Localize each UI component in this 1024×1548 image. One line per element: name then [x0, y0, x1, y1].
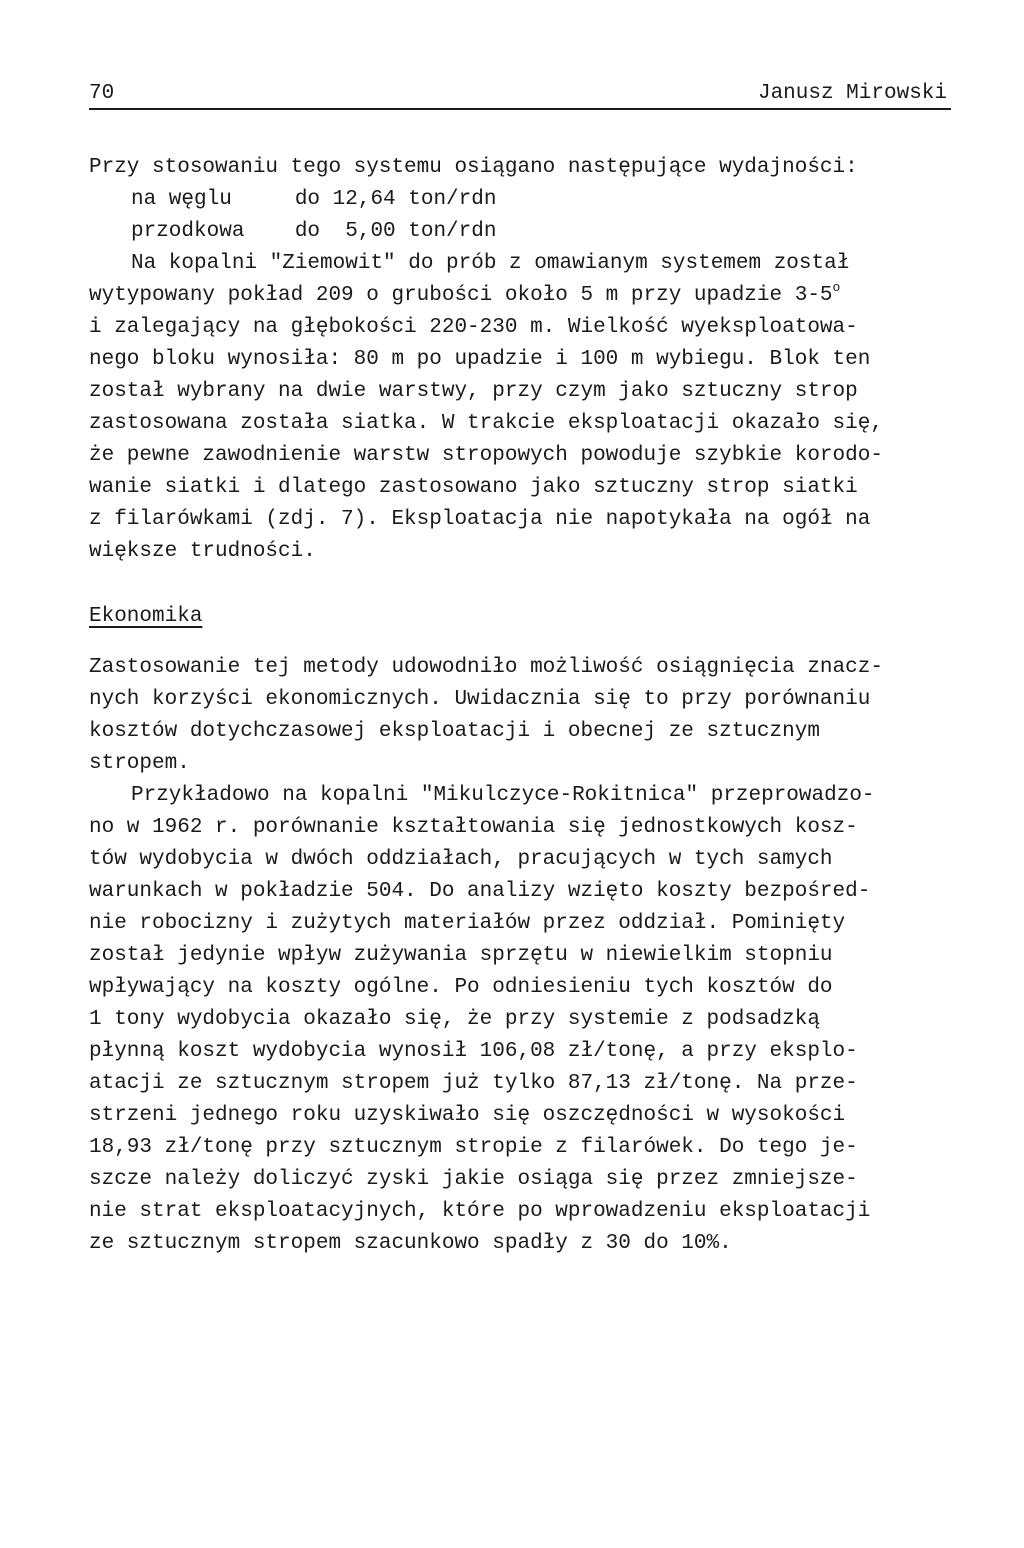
section-heading: Ekonomika [89, 605, 203, 628]
text-line: że pewne zawodnienie warstw stropowych powoduje szybkie korodo- [89, 444, 883, 467]
text-line: Przykładowo na kopalni "Mikulczyce-Rokitnica" przeprowadzo- [131, 784, 875, 807]
text-line: Przy stosowaniu tego systemu osiągano następujące wydajności: [89, 156, 858, 179]
text-line: wytypowany pokład 209 o grubości około 5 m przy upadzie 3-5 [89, 284, 833, 307]
text-line: 1 tony wydobycia okazało się, że przy systemie z podsadzką [89, 1008, 820, 1031]
text-line: przodkowa do 5,00 ton/rdn [131, 220, 497, 243]
degree-superscript: o [832, 280, 841, 295]
text-line: wpływający na koszty ogólne. Po odniesieniu tych kosztów do [89, 976, 833, 999]
text-line: strzeni jednego roku uzyskiwało się oszczędności w wysokości [89, 1104, 846, 1127]
text-line: i zalegający na głębokości 220-230 m. Wielkość wyeksploatowa- [89, 316, 858, 339]
text-line: warunkach w pokładzie 504. Do analizy wzięto koszty bezpośred- [89, 880, 871, 903]
text-line: Zastosowanie tej metody udowodniło możliwość osiągnięcia znacz- [89, 656, 883, 679]
page-number: 70 [89, 82, 115, 105]
text-line: został jedynie wpływ zużywania sprzętu w niewielkim stopniu [89, 944, 833, 967]
running-author: Janusz Mirowski [757, 82, 947, 105]
text-line: 18,93 zł/tonę przy sztucznym stropie z filarówek. Do tego je- [89, 1136, 858, 1159]
text-line: większe trudności. [89, 540, 316, 563]
text-line: nie strat eksploatacyjnych, które po wprowadzeniu eksploatacji [89, 1200, 871, 1223]
text-line: tów wydobycia w dwóch oddziałach, pracujących w tych samych [89, 848, 833, 871]
text-line: z filarówkami (zdj. 7). Eksploatacja nie napotykała na ogół na [89, 508, 871, 531]
text-line: szcze należy doliczyć zyski jakie osiąga się przez zmniejsze- [89, 1168, 858, 1191]
text-line-with-superscript [89, 280, 841, 307]
text-line: atacji ze sztucznym stropem już tylko 87,13 zł/tonę. Na prze- [89, 1072, 858, 1095]
text-line: nych korzyści ekonomicznych. Uwidacznia się to przy porównaniu [89, 688, 871, 711]
text-line: płynną koszt wydobycia wynosił 106,08 zł/tonę, a przy eksplo- [89, 1040, 858, 1063]
text-line: Na kopalni "Ziemowit" do prób z omawianym systemem został [131, 252, 850, 275]
text-line: ze sztucznym stropem szacunkowo spadły z 30 do 10%. [89, 1232, 732, 1255]
text-line: stropem. [89, 752, 190, 775]
text-line: nego bloku wynosiła: 80 m po upadzie i 100 m wybiegu. Blok ten [89, 348, 871, 371]
page-header [89, 78, 951, 110]
text-line: na węglu do 12,64 ton/rdn [131, 188, 497, 211]
text-line: no w 1962 r. porównanie kształtowania się jednostkowych kosz- [89, 816, 858, 839]
text-line: zastosowana została siatka. W trakcie eksploatacji okazało się, [89, 412, 883, 435]
text-line: kosztów dotychczasowej eksploatacji i obecnej ze sztucznym [89, 720, 820, 743]
text-line: wanie siatki i dlatego zastosowano jako sztuczny strop siatki [89, 476, 858, 499]
text-line: został wybrany na dwie warstwy, przy czym jako sztuczny strop [89, 380, 858, 403]
text-line: nie robocizny i zużytych materiałów przez oddział. Pominięty [89, 912, 846, 935]
